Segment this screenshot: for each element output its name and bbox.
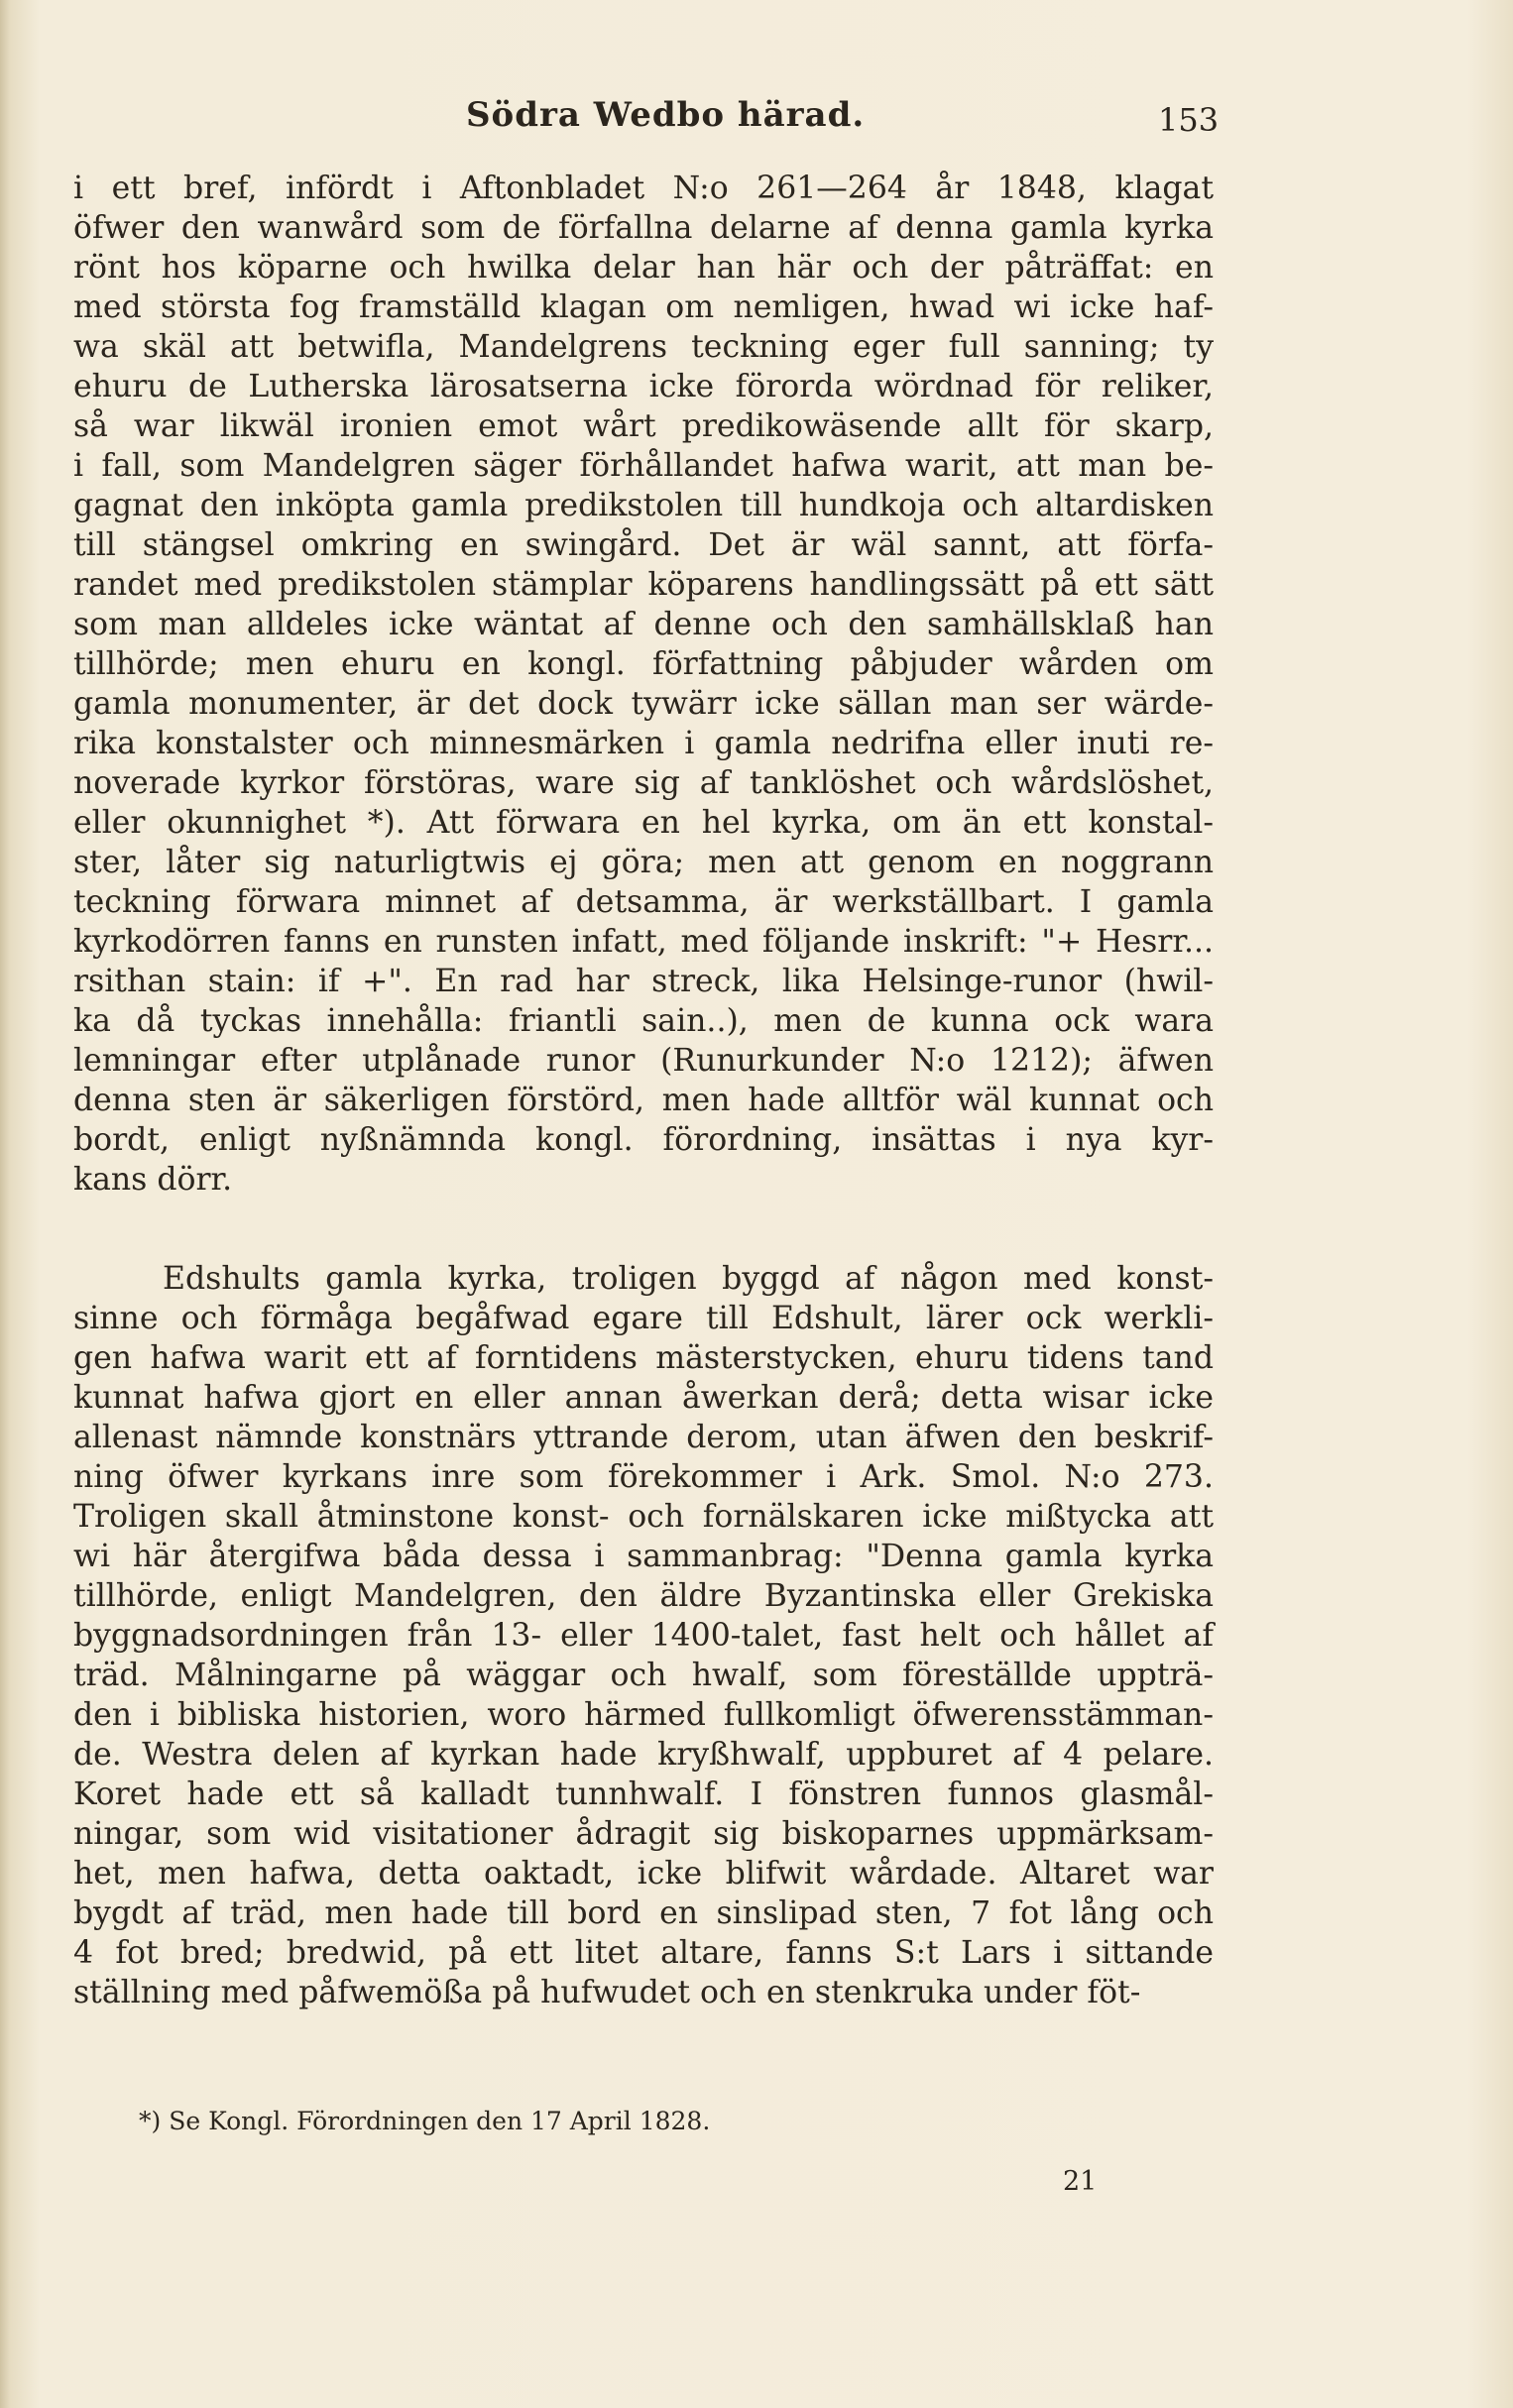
text-line: som man alldeles icke wäntat af denne och den samhällsklaß han bbox=[73, 607, 1214, 642]
text-line: gen hafwa warit ett af forntidens mästerstycken, ehuru tidens tand bbox=[73, 1340, 1214, 1376]
text-line: bygdt af träd, men hade till bord en sinslipad sten, 7 fot lång och bbox=[73, 1895, 1214, 1931]
text-line: i ett bref, infördt i Aftonbladet N:o 261—264 år 1848, klagat bbox=[73, 171, 1214, 206]
text-line: rika konstalster och minnesmärken i gamla nedrifna eller inuti re- bbox=[73, 726, 1214, 761]
page-header bbox=[0, 95, 1513, 143]
body-text bbox=[73, 169, 1214, 2012]
text-line: het, men hafwa, detta oaktadt, icke blifwit wårdade. Altaret war bbox=[73, 1856, 1214, 1892]
text-line: bordt, enligt nyßnämnda kongl. förordning, insättas i nya kyr- bbox=[73, 1122, 1214, 1158]
text-line: sinne och förmåga begåfwad egare till Edshult, lärer ock werkli- bbox=[73, 1301, 1214, 1336]
text-line: den i bibliska historien, woro härmed fullkomligt öfwerensstämman- bbox=[73, 1697, 1214, 1733]
text-line: Edshults gamla kyrka, troligen byggd af någon med konst- bbox=[163, 1261, 1214, 1297]
text-line: ka då tyckas innehålla: friantli sain..), men de kunna ock wara bbox=[73, 1003, 1214, 1039]
page-number: 153 bbox=[1158, 101, 1220, 139]
text-line: allenast nämnde konstnärs yttrande derom, utan äfwen den beskrif- bbox=[73, 1420, 1214, 1455]
text-line: eller okunnighet *). Att förwara en hel kyrka, om än ett konstal- bbox=[73, 805, 1214, 841]
text-line: rsithan stain: if +". En rad har streck, lika Helsinge-runor (hwil- bbox=[73, 964, 1214, 999]
text-line: med största fog framställd klagan om nemligen, hwad wi icke haf- bbox=[73, 289, 1214, 325]
text-line: kunnat hafwa gjort en eller annan åwerkan derå; detta wisar icke bbox=[73, 1380, 1214, 1416]
text-line: ning öfwer kyrkans inre som förekommer i Ark. Smol. N:o 273. bbox=[73, 1459, 1214, 1495]
text-line: kans dörr. bbox=[73, 1162, 233, 1198]
footnote: *) Se Kongl. Förordningen den 17 April 1828. bbox=[139, 2107, 711, 2135]
text-line: lemningar efter utplånade runor (Runurkunder N:o 1212); äfwen bbox=[73, 1043, 1214, 1079]
text-line: wi här återgifwa båda dessa i sammanbrag: "Denna gamla kyrka bbox=[73, 1539, 1214, 1574]
text-line: randet med predikstolen stämplar köparens handlingssätt på ett sätt bbox=[73, 567, 1214, 603]
running-title: Södra Wedbo härad. bbox=[466, 95, 866, 135]
text-line: rönt hos köparne och hwilka delar han här och der påträffat: en bbox=[73, 250, 1214, 286]
text-line: ställning med påfwemößa på hufwudet och en stenkruka under föt- bbox=[73, 1975, 1141, 2010]
text-line: teckning förwara minnet af detsamma, är werkställbart. I gamla bbox=[73, 884, 1214, 920]
paragraph-gap bbox=[73, 1200, 1214, 1259]
text-line: 4 fot bred; bredwid, på ett litet altare, fanns S:t Lars i sittande bbox=[73, 1935, 1214, 1971]
text-line: tillhörde, enligt Mandelgren, den äldre Byzantinska eller Grekiska bbox=[73, 1578, 1214, 1614]
text-line: gagnat den inköpta gamla predikstolen till hundkoja och altardisken bbox=[73, 488, 1214, 523]
text-line: gamla monumenter, är det dock tywärr icke sällan man ser wärde- bbox=[73, 686, 1214, 722]
text-line: noverade kyrkor förstöras, ware sig af tanklöshet och wårdslöshet, bbox=[73, 765, 1214, 801]
text-line: Troligen skall åtminstone konst- och fornälskaren icke mißtycka att bbox=[73, 1499, 1214, 1535]
text-line: Koret hade ett så kalladt tunnhwalf. I fönstren funnos glasmål- bbox=[73, 1777, 1214, 1812]
text-line: ehuru de Lutherska lärosatserna icke förorda wördnad för reliker, bbox=[73, 369, 1214, 404]
text-line: byggnadsordningen från 13- eller 1400-talet, fast helt och hållet af bbox=[73, 1618, 1214, 1654]
signature-mark: 21 bbox=[1063, 2166, 1098, 2197]
paragraph-2 bbox=[73, 1259, 1214, 2012]
text-line: tillhörde; men ehuru en kongl. författning påbjuder wården om bbox=[73, 646, 1214, 682]
text-line: ster, låter sig naturligtwis ej göra; men att genom en noggrann bbox=[73, 845, 1214, 880]
text-line: de. Westra delen af kyrkan hade kryßhwalf, uppburet af 4 pelare. bbox=[73, 1737, 1214, 1773]
text-line: öfwer den wanwård som de förfallna delarne af denna gamla kyrka bbox=[73, 210, 1214, 246]
text-line: så war likwäl ironien emot wårt predikowäsende allt för skarp, bbox=[73, 408, 1214, 444]
text-line: träd. Målningarne på wäggar och hwalf, som föreställde uppträ- bbox=[73, 1658, 1214, 1693]
text-line: i fall, som Mandelgren säger förhållandet hafwa warit, att man be- bbox=[73, 448, 1214, 484]
text-line: ningar, som wid visitationer ådragit sig biskoparnes uppmärksam- bbox=[73, 1816, 1214, 1852]
text-line: denna sten är säkerligen förstörd, men hade alltför wäl kunnat och bbox=[73, 1083, 1214, 1118]
text-line: till stängsel omkring en swingård. Det är wäl sannt, att förfa- bbox=[73, 527, 1214, 563]
text-line: kyrkodörren fanns en runsten infatt, med följande inskrift: "+ Hesrr... bbox=[73, 924, 1214, 960]
paragraph-1 bbox=[73, 169, 1214, 1200]
text-line: wa skäl att betwifla, Mandelgrens teckning eger full sanning; ty bbox=[73, 329, 1214, 365]
